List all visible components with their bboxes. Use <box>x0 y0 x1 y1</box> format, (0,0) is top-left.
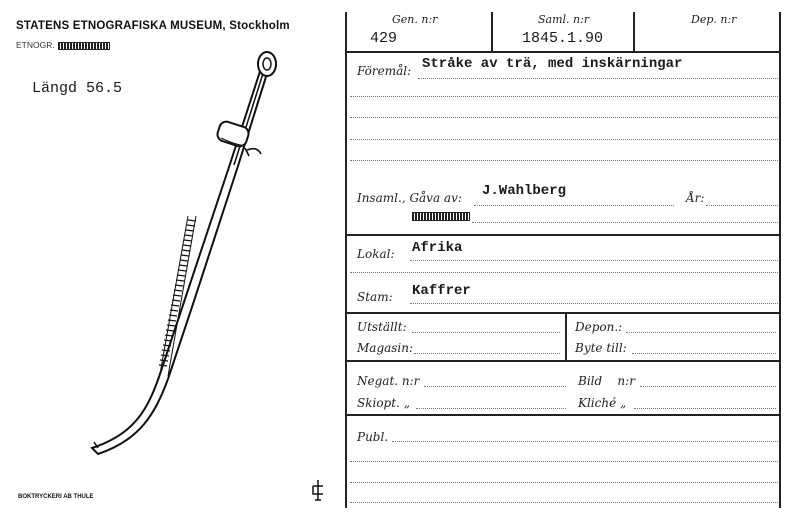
publ-line <box>350 502 778 503</box>
byte-label: Byte till: <box>575 341 627 355</box>
printer-name: BOKTRYCKERI AB THULE <box>18 494 94 500</box>
lokal-line <box>350 272 778 273</box>
gen-label: Gen. n:r <box>392 13 438 26</box>
bild-line <box>640 386 776 387</box>
section-rule <box>345 312 781 314</box>
bild-label: Bild n:r <box>578 374 635 388</box>
insaml-value: J.Wahlberg <box>482 183 567 199</box>
header-separator <box>633 12 635 52</box>
foremal-line <box>350 96 778 97</box>
stam-label: Stam: <box>357 290 393 304</box>
foremal-label: Föremål: <box>357 64 412 78</box>
section-rule <box>345 414 781 416</box>
depon-line <box>626 332 776 333</box>
negat-line <box>424 386 566 387</box>
foremal-line <box>350 117 778 118</box>
foremal-value: Stråke av trä, med inskärningar <box>422 56 683 72</box>
bow-drawing <box>80 44 290 456</box>
saml-label: Saml. n:r <box>538 13 590 26</box>
stam-line <box>410 303 778 304</box>
ar-label: År: <box>686 191 705 205</box>
utstallt-line <box>412 332 560 333</box>
museum-name: STATENS ETNOGRAFISKA MUSEUM, <box>16 20 226 32</box>
header-separator <box>491 12 493 52</box>
publ-line <box>350 461 778 462</box>
magasin-line <box>414 353 560 354</box>
etnogr-label: ETNOGR. <box>16 40 55 50</box>
insaml-label: Insaml., Gåva av: <box>357 191 462 205</box>
lokal-label: Lokal: <box>357 247 395 261</box>
foremal-line <box>350 139 778 140</box>
utstallt-label: Utställt: <box>357 320 407 334</box>
magasin-label: Magasin: <box>357 341 414 355</box>
stam-value: Kaffrer <box>412 283 471 299</box>
foremal-line <box>350 160 778 161</box>
gen-value: 429 <box>370 30 398 47</box>
insaml-line <box>474 205 674 206</box>
lokal-value: Afrika <box>412 240 463 256</box>
insaml-line <box>472 222 778 223</box>
saml-value: 1845.1.90 <box>522 30 604 47</box>
lokal-line <box>410 260 778 261</box>
header-bottom-rule <box>345 51 781 53</box>
storage-divider <box>565 314 567 360</box>
etnogr-row <box>16 40 55 50</box>
skiopt-line <box>416 408 566 409</box>
kliche-label: Kliché „ <box>578 396 627 410</box>
publ-line <box>392 441 778 442</box>
negat-label: Negat. n:r <box>357 374 420 388</box>
publ-line <box>350 482 778 483</box>
card-divider <box>345 12 347 508</box>
skiopt-label: Skiopt. „ <box>357 396 410 410</box>
byte-line <box>632 353 776 354</box>
section-rule <box>345 360 781 362</box>
museum-city: Stockholm <box>229 20 290 32</box>
ar-line <box>706 205 778 206</box>
publ-label: Publ. <box>357 430 389 444</box>
depon-label: Depon.: <box>575 320 623 334</box>
museum-header <box>16 20 290 32</box>
kliche-line <box>634 408 776 409</box>
dep-label: Dep. n:r <box>691 13 737 26</box>
printer-mark-icon <box>310 478 326 502</box>
insaml-crossed-out <box>412 212 470 221</box>
section-rule <box>345 234 781 236</box>
length-label: Längd 56.5 <box>32 80 123 97</box>
foremal-line <box>418 78 778 79</box>
card-right-border <box>779 12 781 508</box>
